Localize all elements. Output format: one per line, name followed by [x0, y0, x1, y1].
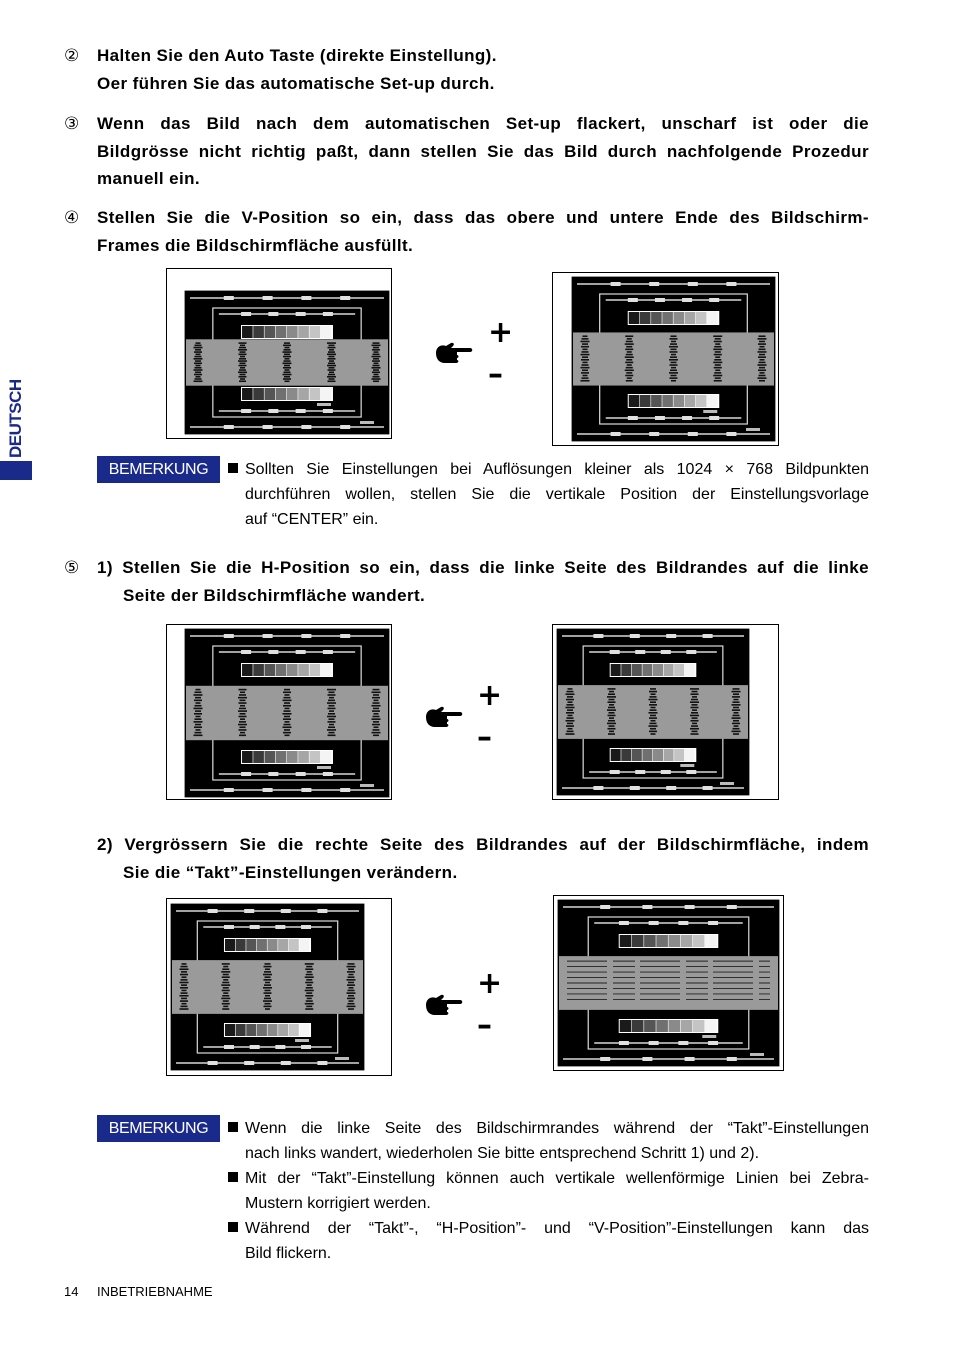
step-number-3: ③ [64, 114, 80, 134]
plus-sign: + [477, 678, 503, 713]
step-4-text [97, 204, 869, 259]
note-2-item-3-line-1: Während der “Takt”-, “H-Position”- und “V-Position”-Einstellungen kann das [245, 1220, 869, 1237]
monitor-screen-illustration [166, 624, 392, 800]
step-number-4: ④ [64, 208, 80, 228]
minus-sign: – [488, 357, 503, 392]
step-5-2-text [97, 831, 869, 886]
note-badge-1: BEMERKUNG [97, 456, 220, 483]
step-3-line-3: manuell ein. [97, 169, 201, 188]
note-2-text [228, 1116, 869, 1266]
step-3-line-1: Wenn das Bild nach dem automatischen Set-up flackert, unscharf ist oder die [97, 114, 869, 133]
note-2-item-3 [228, 1216, 869, 1266]
step-3-line-2: Bildgrösse nicht richtig paßt, dann stellen Sie das Bild durch nachfolgende Prozedur [97, 141, 869, 161]
language-side-tab [0, 354, 32, 480]
monitor-screen-illustration [166, 898, 392, 1076]
monitor-screen-illustration [166, 268, 392, 439]
monitor-screen-illustration [552, 624, 779, 800]
screen-before-h-position [166, 624, 392, 805]
screen-before-v-position [166, 268, 392, 444]
pointing-hand-glyph [425, 704, 463, 730]
pointing-hand-icon [435, 340, 473, 371]
monitor-screen-illustration [553, 895, 784, 1071]
step-3-text [97, 110, 869, 193]
note-badge-2: BEMERKUNG [97, 1115, 220, 1142]
step-5-2-line-1: 2) Vergrössern Sie die rechte Seite des Bildrandes auf der Bildschirmfläche, indem [97, 835, 869, 854]
screen-after-h-position [552, 624, 779, 805]
square-bullet-icon [228, 1122, 238, 1132]
language-tab-label: DEUTSCH [6, 379, 25, 458]
square-bullet-icon [228, 1172, 238, 1182]
monitor-screen-illustration [552, 272, 779, 446]
language-tab-marker [0, 461, 32, 480]
note-2-item-1-line-1: Wenn die linke Seite des Bildschirmrandes während der “Takt”-Einstellungen [245, 1120, 869, 1137]
screen-after-clock [553, 895, 784, 1076]
note-2-item-2 [228, 1166, 869, 1216]
note-1-text [228, 457, 869, 532]
note-2-item-1 [228, 1116, 869, 1166]
screen-before-clock [166, 898, 392, 1081]
minus-sign: – [477, 1008, 492, 1043]
step-2-line-2: Oer führen Sie das automatische Set-up durch. [97, 73, 495, 93]
plus-sign: + [488, 315, 514, 350]
note-2-item-3-line-2: Bild flickern. [245, 1245, 332, 1262]
step-5-1-text [97, 554, 869, 609]
step-number-2: ② [64, 46, 80, 66]
step-5-1-line-1: 1) Stellen Sie die H-Position so ein, dass die linke Seite des Bildrandes auf die linke [97, 558, 869, 577]
minus-sign: – [477, 720, 492, 755]
note-1-item-1-line-3: auf “CENTER” ein. [245, 511, 379, 528]
footer-section-title: INBETRIEBNAHME [97, 1284, 213, 1299]
step-4-line-2: Frames die Bildschirmfläche ausfüllt. [97, 235, 414, 255]
pointing-hand-icon [425, 704, 463, 735]
pointing-hand-glyph [425, 992, 463, 1018]
step-2-text [97, 42, 869, 97]
pointing-hand-icon [425, 992, 463, 1023]
note-2-item-2-line-2: Mustern korrigiert werden. [245, 1195, 431, 1212]
square-bullet-icon [228, 1222, 238, 1232]
note-1-item-1-line-2: durchführen wollen, stellen Sie die vertikale Position der Einstellungsvorlage [245, 486, 869, 503]
step-5-1-line-2: Seite der Bildschirmfläche wandert. [123, 585, 426, 605]
step-4-line-1: Stellen Sie die V-Position so ein, dass das obere und untere Ende des Bildschirm- [97, 208, 869, 227]
page-number: 14 [64, 1284, 79, 1299]
step-5-2-line-2: Sie die “Takt”-Einstellungen verändern. [123, 862, 458, 882]
step-number-5: ⑤ [64, 558, 80, 578]
step-2-line-1: Halten Sie den Auto Taste (direkte Einstellung). [97, 46, 497, 65]
note-2-item-1-line-2: nach links wandert, wiederholen Sie bitte entsprechend Schritt 1) und 2). [245, 1145, 760, 1162]
note-2-item-2-line-1: Mit der “Takt”-Einstellung können auch vertikale wellenförmige Linien bei Zebra- [245, 1170, 869, 1187]
note-1-item-1-line-1: Sollten Sie Einstellungen bei Auflösungen kleiner als 1024 × 768 Bildpunkten [245, 461, 869, 478]
pointing-hand-glyph [435, 340, 473, 366]
square-bullet-icon [228, 463, 238, 473]
note-1-item-1 [228, 457, 869, 532]
screen-after-v-position [552, 272, 779, 451]
plus-sign: + [477, 966, 503, 1001]
